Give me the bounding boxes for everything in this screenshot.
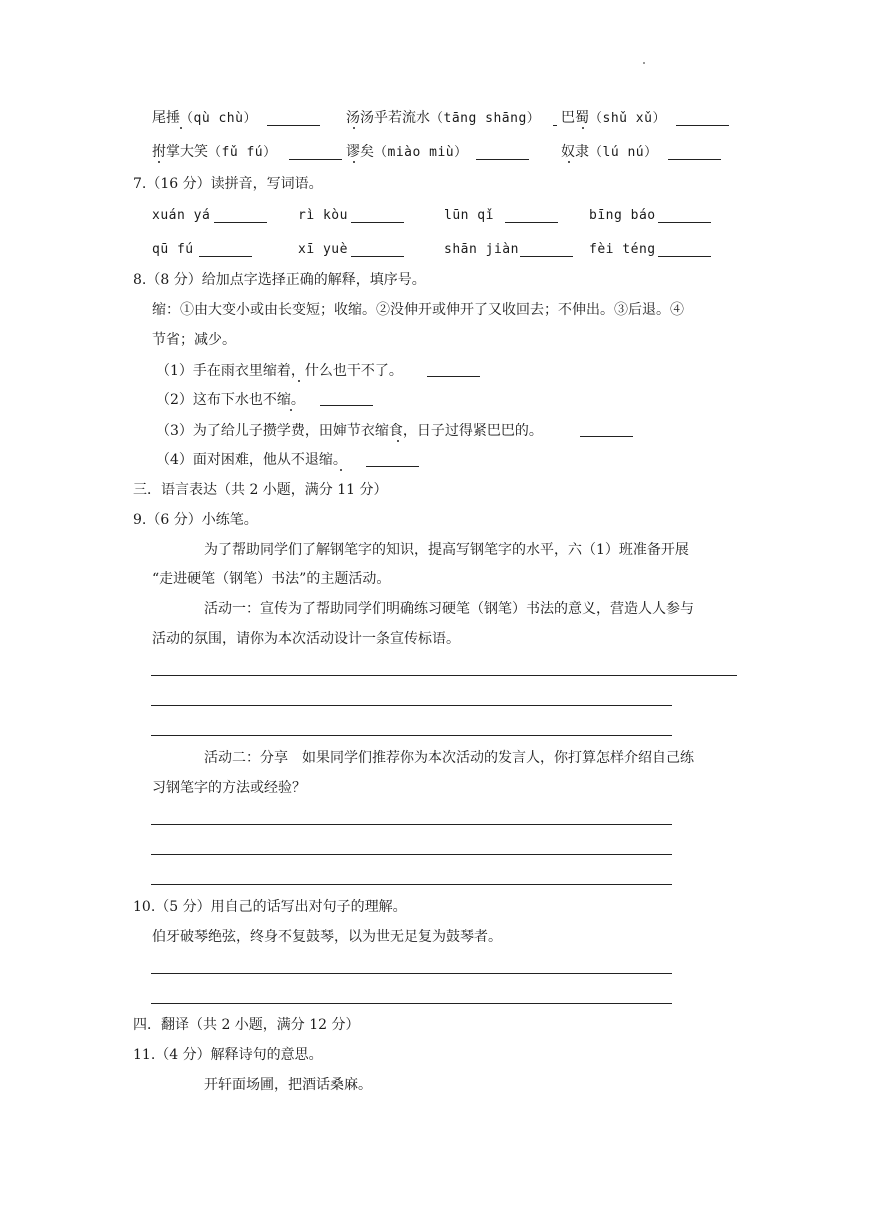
q11-title: 11.（4 分）解释诗句的意思。 bbox=[133, 1047, 323, 1063]
answer-blank[interactable] bbox=[351, 222, 404, 223]
q8-item: （4）面对困难，他从不退缩。 bbox=[156, 452, 347, 468]
answer-blank[interactable] bbox=[366, 466, 419, 467]
answer-line[interactable] bbox=[151, 1003, 672, 1004]
answer-line[interactable] bbox=[151, 884, 672, 885]
q9-activity-2-cont: 习钢笔字的方法或经验？ bbox=[152, 780, 306, 796]
emphasis-dot bbox=[397, 440, 399, 442]
pinyin-prompt: lūn qǐ bbox=[444, 208, 494, 223]
emphasis-dot bbox=[298, 380, 300, 382]
answer-blank[interactable] bbox=[520, 256, 573, 257]
answer-line[interactable] bbox=[151, 735, 672, 736]
emphasis-dot bbox=[353, 127, 355, 129]
emphasis-dot bbox=[353, 161, 355, 163]
answer-line[interactable] bbox=[151, 854, 672, 855]
pinyin-prompt: qū fú bbox=[152, 242, 194, 257]
answer-blank[interactable] bbox=[658, 256, 711, 257]
emphasis-dot bbox=[158, 161, 160, 163]
pinyin-prompt: rì kòu bbox=[298, 208, 348, 223]
emphasis-dot bbox=[340, 469, 342, 471]
q6-word: 拊掌大笑（fǔ fú） bbox=[152, 144, 277, 160]
emphasis-dot bbox=[582, 127, 584, 129]
q8-item: （2）这布下水也不缩。 bbox=[156, 392, 305, 408]
emphasis-dot bbox=[290, 409, 292, 411]
q9-activity-2: 活动二：分享 如果同学们推荐你为本次活动的发言人，你打算怎样介绍自己练 bbox=[204, 750, 694, 766]
answer-blank[interactable] bbox=[199, 256, 252, 257]
section-heading: 四．翻译（共 2 小题，满分 12 分） bbox=[133, 1017, 360, 1033]
answer-blank[interactable] bbox=[668, 159, 721, 160]
q8-title: 8.（8 分）给加点字选择正确的解释，填序号。 bbox=[133, 272, 426, 288]
q6-word: 奴隶（lú nú） bbox=[561, 144, 658, 160]
q11-poem-line: 开轩面场圃，把酒话桑麻。 bbox=[204, 1077, 372, 1093]
q8-definition-cont: 节省；减少。 bbox=[152, 332, 236, 348]
page-mark bbox=[643, 62, 645, 64]
emphasis-dot bbox=[568, 161, 570, 163]
q9-intro-cont: “走进硬笔（钢笔）书法”的主题活动。 bbox=[152, 571, 391, 587]
answer-blank[interactable] bbox=[676, 125, 729, 126]
answer-blank[interactable] bbox=[214, 222, 267, 223]
q10-sentence: 伯牙破琴绝弦，终身不复鼓琴，以为世无足复为鼓琴者。 bbox=[152, 929, 502, 945]
answer-line[interactable] bbox=[151, 824, 672, 825]
pinyin-prompt: xuán yá bbox=[152, 208, 211, 223]
answer-blank[interactable] bbox=[580, 436, 633, 437]
q6-word: 汤汤乎若流水（tāng shāng） bbox=[346, 110, 541, 126]
answer-blank[interactable] bbox=[267, 125, 320, 126]
q8-definition: 缩：①由大变小或由长变短；收缩。②没伸开或伸开了又收回去；不伸出。③后退。④ bbox=[152, 302, 684, 318]
q10-title: 10.（5 分）用自己的话写出对句子的理解。 bbox=[133, 899, 407, 915]
q6-word: 尾捶（qù chù） bbox=[152, 110, 257, 126]
answer-blank[interactable] bbox=[476, 159, 529, 160]
pinyin-prompt: fèi téng bbox=[589, 242, 656, 257]
q6-word: 谬矣（miào miù） bbox=[346, 144, 468, 160]
answer-blank[interactable] bbox=[658, 222, 711, 223]
pinyin-prompt: bīng báo bbox=[589, 208, 656, 223]
q9-activity-1: 活动一：宣传为了帮助同学们明确练习硬笔（钢笔）书法的意义，营造人人参与 bbox=[204, 601, 694, 617]
q8-item: （3）为了给儿子攒学费，田婶节衣缩食，日子过得紧巴巴的。 bbox=[156, 423, 543, 439]
q7-title: 7.（16 分）读拼音，写词语。 bbox=[133, 176, 323, 192]
answer-blank[interactable] bbox=[351, 256, 404, 257]
answer-blank[interactable] bbox=[427, 376, 480, 377]
pinyin-prompt: shān jiàn bbox=[444, 242, 519, 257]
q9-intro: 为了帮助同学们了解钢笔字的知识，提高写钢笔字的水平，六（1）班准备开展 bbox=[204, 542, 689, 558]
answer-blank[interactable] bbox=[289, 159, 342, 160]
answer-line[interactable] bbox=[151, 973, 672, 974]
q9-activity-1-cont: 活动的氛围，请你为本次活动设计一条宣传标语。 bbox=[152, 631, 460, 647]
answer-blank[interactable] bbox=[505, 222, 558, 223]
emphasis-dot bbox=[180, 127, 182, 129]
answer-blank[interactable] bbox=[553, 125, 557, 126]
q8-item: （1）手在雨衣里缩着，什么也干不了。 bbox=[156, 363, 403, 379]
answer-line[interactable] bbox=[151, 675, 737, 676]
q9-title: 9.（6 分）小练笔。 bbox=[133, 512, 258, 528]
q6-word: 巴蜀（shǔ xǔ） bbox=[561, 110, 666, 126]
answer-blank[interactable] bbox=[320, 405, 373, 406]
section-heading: 三．语言表达（共 2 小题，满分 11 分） bbox=[133, 482, 388, 498]
answer-line[interactable] bbox=[151, 705, 672, 706]
pinyin-prompt: xī yuè bbox=[298, 242, 348, 257]
